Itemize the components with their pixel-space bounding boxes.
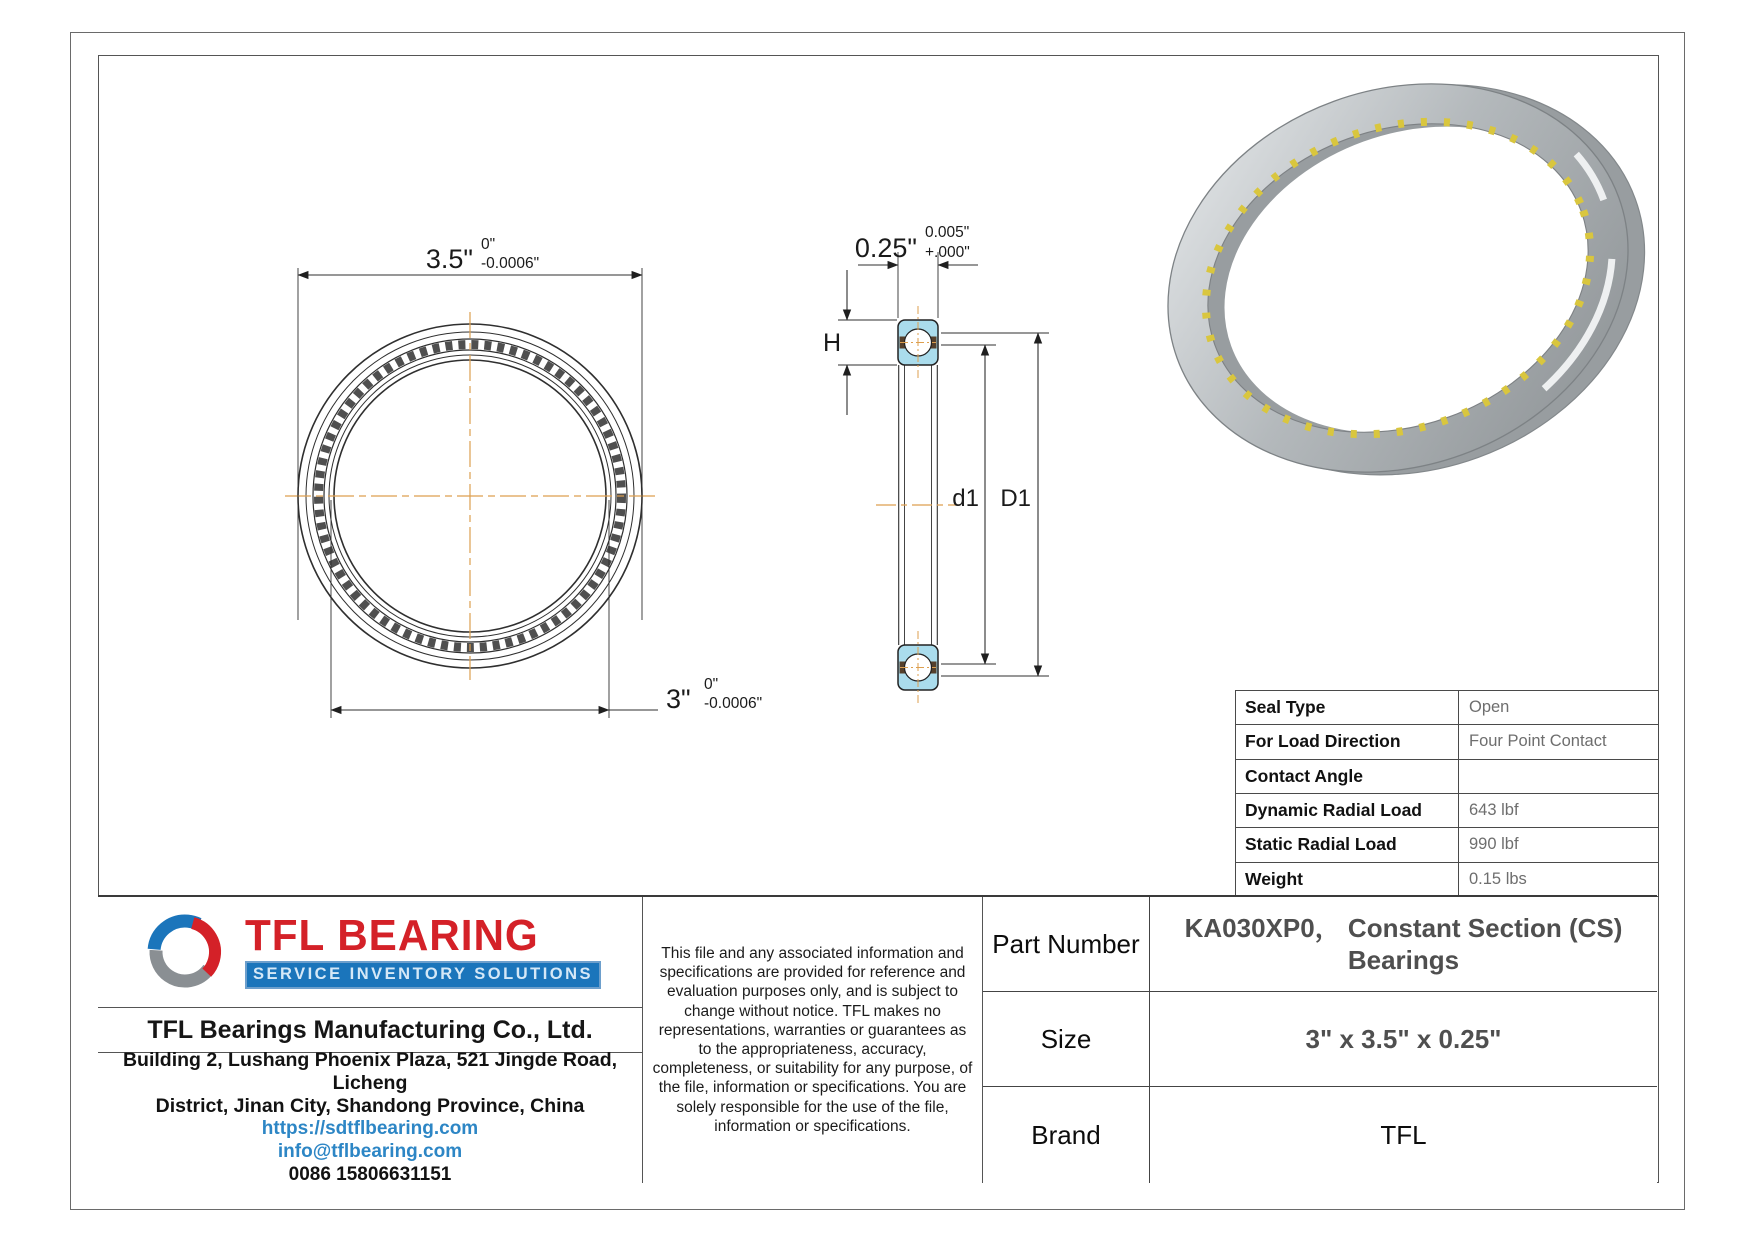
address-line-1: Building 2, Lushang Phoenix Plaza, 521 Jingde Road, Licheng <box>122 1049 618 1095</box>
website-link[interactable]: https://sdtflbearing.com <box>261 1118 479 1140</box>
part-number-value <box>1150 897 1657 992</box>
title-block <box>98 895 1657 1183</box>
front-view-drawing <box>285 268 658 718</box>
d1-label: d1 <box>952 485 979 512</box>
brand-label: Brand <box>983 1087 1150 1183</box>
section-bottom-ring <box>898 631 938 705</box>
brand-text: TFL <box>1380 1119 1427 1150</box>
od-dim-tol-bottom: -0.0006" <box>481 255 540 272</box>
size-label: Size <box>983 992 1150 1087</box>
spec-label: Static Radial Load <box>1236 828 1459 861</box>
spec-value <box>1459 760 1658 793</box>
section-view-dimension-text <box>823 224 1031 512</box>
company-contact <box>98 1049 643 1185</box>
spec-value: 0.15 lbs <box>1469 869 1527 888</box>
size-value <box>1150 992 1657 1087</box>
spec-table <box>1235 690 1659 897</box>
logo-tagline: SERVICE INVENTORY SOLUTIONS <box>245 961 601 989</box>
phone-number: 0086 15806631151 <box>288 1163 452 1185</box>
size-text: 3" x 3.5" x 0.25" <box>1305 1023 1502 1054</box>
bearing-3d-render <box>1113 16 1700 543</box>
brand-value <box>1150 1087 1657 1183</box>
h-label: H <box>822 329 841 357</box>
company-name: TFL Bearings Manufacturing Co., Ltd. <box>98 1007 643 1052</box>
section-top-ring <box>898 306 938 380</box>
address-line-2: District, Jinan City, Shandong Province, China <box>155 1095 585 1118</box>
email-link[interactable]: info@tflbearing.com <box>277 1141 463 1163</box>
bore-dim-tol-top: 0" <box>704 676 719 693</box>
logo-brand-text: TFL BEARING <box>244 911 539 961</box>
width-dim-tol-bottom: +.000" <box>925 244 970 261</box>
width-dim-tol-top: 0.005" <box>925 224 970 241</box>
table-row <box>1236 725 1658 759</box>
spec-label: Dynamic Radial Load <box>1236 794 1459 827</box>
part-number-label: Part Number <box>983 897 1150 992</box>
company-logo <box>98 897 643 1007</box>
table-row <box>1236 691 1658 725</box>
disclaimer-text: This file and any associated information and specifications are provided for reference and evaluation purposes only, and is subject to change without notice. TFL makes no representations, warranties or guarantees as to the appropriateness, accuracy, completeness, or suitability for any purpose, of the file, information or specifications. You are solely responsible for the use of the file, information or specifications. <box>643 897 983 1183</box>
logo-swirl-icon <box>139 906 231 998</box>
table-row <box>1236 828 1658 862</box>
spec-value: Open <box>1469 698 1510 717</box>
table-row <box>1236 863 1658 896</box>
spec-label: Weight <box>1236 863 1459 896</box>
spec-value: 990 lbf <box>1469 835 1519 854</box>
spec-label: Contact Angle <box>1236 760 1459 793</box>
spec-label: For Load Direction <box>1236 725 1459 758</box>
spec-value: Four Point Contact <box>1469 732 1607 751</box>
spec-value: 643 lbf <box>1469 801 1519 820</box>
bore-dim-tol-bottom: -0.0006" <box>704 695 763 712</box>
od-dim-value: 3.5" <box>425 244 473 274</box>
table-row <box>1236 794 1658 828</box>
spec-label: Seal Type <box>1236 691 1459 724</box>
D1-label: D1 <box>1000 485 1031 512</box>
od-dim-tol-top: 0" <box>481 236 496 253</box>
width-dim-value: 0.25" <box>854 233 917 263</box>
bore-dim-value: 3" <box>666 684 691 714</box>
section-view-drawing <box>838 252 1049 705</box>
table-row <box>1236 760 1658 794</box>
part-number-text: KA030XP0， Constant Section (CS) Bearings <box>1184 912 1623 975</box>
